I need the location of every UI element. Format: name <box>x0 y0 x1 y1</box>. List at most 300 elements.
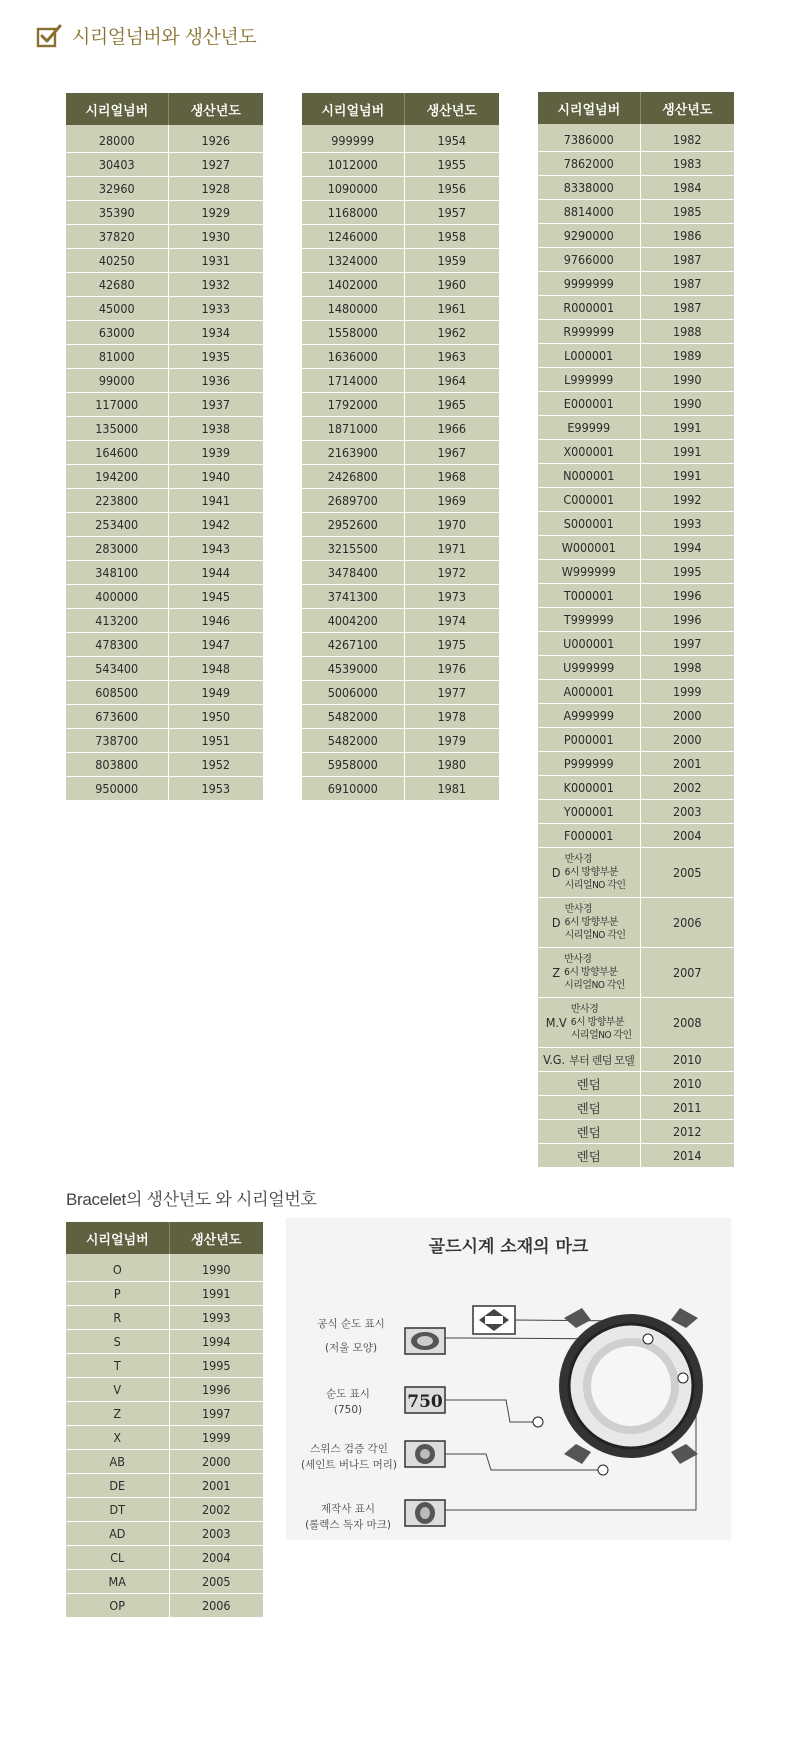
table-row <box>302 513 499 537</box>
serial-cell: P <box>66 1282 169 1306</box>
year-cell: 1970 <box>404 513 499 537</box>
serial-cell: V <box>66 1378 169 1402</box>
year-cell: 1997 <box>640 632 734 656</box>
serial-cell: L999999 <box>538 368 640 392</box>
year-cell: 1946 <box>168 609 263 633</box>
mark-label-swiss-hallmark: 스위스 검증 각인 (세인트 버나드 머리) <box>300 1443 397 1471</box>
table-row <box>66 729 263 753</box>
table-row <box>66 225 263 249</box>
serial-cell: R <box>66 1306 169 1330</box>
serial-cell <box>538 848 640 898</box>
table-row <box>302 201 499 225</box>
year-cell: 1966 <box>404 417 499 441</box>
year-cell: 1990 <box>169 1254 263 1282</box>
year-cell: 1976 <box>404 657 499 681</box>
year-cell: 1940 <box>168 465 263 489</box>
serial-cell: 5006000 <box>302 681 404 705</box>
year-cell: 1953 <box>168 777 263 801</box>
serial-cell: 543400 <box>66 657 168 681</box>
table-row <box>66 585 263 609</box>
table-row <box>538 998 734 1048</box>
serial-cell: 1558000 <box>302 321 404 345</box>
stamp-750-text: 750 <box>407 1392 443 1412</box>
table-row <box>302 345 499 369</box>
table-row <box>66 1282 263 1306</box>
serial-cell: MA <box>66 1570 169 1594</box>
serial-cell: 5482000 <box>302 705 404 729</box>
serial-cell: 950000 <box>66 777 168 801</box>
year-cell: 1996 <box>640 608 734 632</box>
year-cell: 2001 <box>640 752 734 776</box>
year-cell: 1954 <box>404 125 499 153</box>
table-row <box>66 1522 263 1546</box>
serial-cell: 28000 <box>66 125 168 153</box>
table-row <box>538 176 734 200</box>
year-cell: 2003 <box>640 800 734 824</box>
table-row <box>66 441 263 465</box>
serial-cell: AD <box>66 1522 169 1546</box>
table-row <box>66 561 263 585</box>
year-cell: 1941 <box>168 489 263 513</box>
year-cell: 1981 <box>404 777 499 801</box>
gold-marks-title: 골드시계 소재의 마크 <box>428 1237 589 1257</box>
serial-cell: 1636000 <box>302 345 404 369</box>
year-cell: 1973 <box>404 585 499 609</box>
watch-case-illustration <box>286 1218 731 1540</box>
serial-cell: Z <box>66 1402 169 1426</box>
table-row <box>538 464 734 488</box>
serial-note-line: 부터 렌덤 모델 <box>569 1053 635 1067</box>
table-row <box>302 705 499 729</box>
year-cell: 2006 <box>640 898 734 948</box>
table-row <box>538 124 734 152</box>
serial-prefix: V.G. <box>543 1052 566 1067</box>
year-cell: 2004 <box>169 1546 263 1570</box>
year-cell: 1962 <box>404 321 499 345</box>
year-cell: 1990 <box>640 368 734 392</box>
table-row <box>66 1378 263 1402</box>
year-cell: 1944 <box>168 561 263 585</box>
table-row <box>538 488 734 512</box>
serial-cell: R000001 <box>538 296 640 320</box>
serial-cell: DT <box>66 1498 169 1522</box>
serial-cell: P000001 <box>538 728 640 752</box>
year-cell: 1938 <box>168 417 263 441</box>
serial-cell: A999999 <box>538 704 640 728</box>
serial-cell <box>538 898 640 948</box>
purity-scale-stamp-icon <box>405 1328 445 1354</box>
table-row <box>538 680 734 704</box>
serial-cell: U000001 <box>538 632 640 656</box>
year-cell: 1928 <box>168 177 263 201</box>
serial-cell: S <box>66 1330 169 1354</box>
serial-cell: T <box>66 1354 169 1378</box>
table-row <box>538 512 734 536</box>
serial-cell: OP <box>66 1594 169 1618</box>
table-row <box>66 1570 263 1594</box>
serial-year-table-3 <box>538 92 734 1168</box>
year-cell: 1994 <box>169 1330 263 1354</box>
year-cell: 1975 <box>404 633 499 657</box>
serial-cell: W000001 <box>538 536 640 560</box>
table-row <box>66 1330 263 1354</box>
serial-cell: Y000001 <box>538 800 640 824</box>
table-row <box>538 416 734 440</box>
year-cell: 1969 <box>404 489 499 513</box>
year-cell: 1985 <box>640 200 734 224</box>
serial-cell: 9290000 <box>538 224 640 248</box>
st-bernard-head-stamp-icon <box>405 1441 445 1467</box>
table-row <box>538 200 734 224</box>
year-cell: 1999 <box>640 680 734 704</box>
page-title: 시리얼넘버와 생산년도 <box>72 26 257 48</box>
serial-cell: DE <box>66 1474 169 1498</box>
table-row <box>538 704 734 728</box>
table-row <box>538 560 734 584</box>
serial-cell <box>538 948 640 998</box>
serial-cell: 673600 <box>66 705 168 729</box>
table-row <box>538 800 734 824</box>
year-cell: 1991 <box>640 416 734 440</box>
table-row <box>302 537 499 561</box>
serial-cell: P999999 <box>538 752 640 776</box>
table-row <box>66 1498 263 1522</box>
table-row <box>66 273 263 297</box>
table-row <box>538 824 734 848</box>
serial-cell: 4004200 <box>302 609 404 633</box>
table-row <box>66 249 263 273</box>
serial-header: 시리얼넘버 <box>302 93 404 125</box>
serial-cell: 7386000 <box>538 124 640 152</box>
table-row <box>302 681 499 705</box>
year-cell: 1943 <box>168 537 263 561</box>
year-cell: 1961 <box>404 297 499 321</box>
serial-cell: 2952600 <box>302 513 404 537</box>
table-row <box>66 777 263 801</box>
scale-hallmark-icon <box>473 1306 515 1334</box>
table-row <box>66 1402 263 1426</box>
year-cell: 1997 <box>169 1402 263 1426</box>
table-row <box>66 1474 263 1498</box>
table-row <box>538 248 734 272</box>
table-row <box>66 177 263 201</box>
year-cell: 1977 <box>404 681 499 705</box>
table-row <box>66 609 263 633</box>
year-cell: 1935 <box>168 345 263 369</box>
table-row <box>66 1426 263 1450</box>
serial-note <box>565 903 626 942</box>
serial-note-line: 6시 방향부분 <box>564 967 618 978</box>
serial-cell: 1012000 <box>302 153 404 177</box>
year-cell: 2012 <box>640 1120 734 1144</box>
serial-note-line: 6시 방향부분 <box>570 1017 625 1028</box>
year-cell: 1965 <box>404 393 499 417</box>
serial-note-line: 반사경 <box>564 854 593 865</box>
serial-note-line: 6시 방향부분 <box>564 917 618 928</box>
serial-cell: U999999 <box>538 656 640 680</box>
serial-note <box>569 1052 634 1068</box>
serial-prefix: M.V <box>545 1015 567 1030</box>
table-row <box>66 753 263 777</box>
table-row <box>302 657 499 681</box>
year-header: 생산년도 <box>168 93 263 125</box>
table-row <box>66 1306 263 1330</box>
year-cell: 1942 <box>168 513 263 537</box>
table-row <box>538 296 734 320</box>
year-cell: 1987 <box>640 272 734 296</box>
year-cell: 2001 <box>169 1474 263 1498</box>
table-row <box>66 537 263 561</box>
year-cell: 1968 <box>404 465 499 489</box>
year-cell: 1991 <box>169 1282 263 1306</box>
year-cell: 1964 <box>404 369 499 393</box>
serial-cell: CL <box>66 1546 169 1570</box>
serial-cell: S000001 <box>538 512 640 536</box>
serial-cell: 40250 <box>66 249 168 273</box>
table-row <box>66 1354 263 1378</box>
serial-header: 시리얼넘버 <box>66 1222 169 1254</box>
year-cell: 1974 <box>404 609 499 633</box>
year-cell: 1984 <box>640 176 734 200</box>
table-row <box>302 441 499 465</box>
year-cell: 1999 <box>169 1426 263 1450</box>
serial-cell: 738700 <box>66 729 168 753</box>
table-row <box>66 513 263 537</box>
table-row <box>302 753 499 777</box>
table-row <box>66 393 263 417</box>
serial-cell: 7862000 <box>538 152 640 176</box>
serial-cell: 6910000 <box>302 777 404 801</box>
page-title-row <box>36 22 256 49</box>
year-cell: 1993 <box>169 1306 263 1330</box>
table-row <box>538 776 734 800</box>
year-cell: 1996 <box>169 1378 263 1402</box>
year-cell: 1932 <box>168 273 263 297</box>
table-row <box>66 153 263 177</box>
serial-cell: 99000 <box>66 369 168 393</box>
serial-cell: 223800 <box>66 489 168 513</box>
bracelet-serial-year-table <box>66 1222 263 1618</box>
year-cell: 1934 <box>168 321 263 345</box>
serial-prefix: D <box>551 915 561 930</box>
serial-cell: 81000 <box>66 345 168 369</box>
year-cell: 1963 <box>404 345 499 369</box>
serial-cell: 608500 <box>66 681 168 705</box>
table-row <box>66 705 263 729</box>
table-row <box>302 585 499 609</box>
year-cell: 2011 <box>640 1096 734 1120</box>
year-cell: 1991 <box>640 464 734 488</box>
table-row <box>66 125 263 153</box>
serial-cell: 400000 <box>66 585 168 609</box>
table-row <box>302 777 499 801</box>
year-cell: 2003 <box>169 1522 263 1546</box>
year-cell: 1926 <box>168 125 263 153</box>
table-row <box>66 297 263 321</box>
serial-cell: 413200 <box>66 609 168 633</box>
table-row <box>66 489 263 513</box>
table-row <box>66 321 263 345</box>
bracelet-heading: Bracelet의 생산년도 와 시리얼번호 <box>66 1190 317 1209</box>
serial-note <box>564 953 625 992</box>
table-row <box>538 1144 734 1168</box>
table-row <box>302 561 499 585</box>
serial-cell: A000001 <box>538 680 640 704</box>
table-row <box>66 369 263 393</box>
table-row <box>302 225 499 249</box>
table-row <box>538 608 734 632</box>
table-row <box>538 656 734 680</box>
serial-cell: 렌덤 <box>538 1144 640 1168</box>
serial-note-line: 반사경 <box>570 1004 599 1015</box>
serial-prefix: Z <box>552 965 561 980</box>
year-cell: 1949 <box>168 681 263 705</box>
year-cell: 1937 <box>168 393 263 417</box>
year-cell: 1995 <box>169 1354 263 1378</box>
table-row <box>302 297 499 321</box>
serial-cell: K000001 <box>538 776 640 800</box>
mark-label-maker: 제작사 표시 (롤렉스 독자 마크) <box>305 1503 391 1531</box>
serial-cell: 63000 <box>66 321 168 345</box>
table-row <box>538 392 734 416</box>
serial-cell: E000001 <box>538 392 640 416</box>
serial-cell: 3478400 <box>302 561 404 585</box>
serial-cell: W999999 <box>538 560 640 584</box>
table-row <box>302 273 499 297</box>
year-cell: 1967 <box>404 441 499 465</box>
maker-crown-stamp-icon <box>405 1500 445 1526</box>
serial-cell: 1090000 <box>302 177 404 201</box>
year-cell: 1939 <box>168 441 263 465</box>
serial-header: 시리얼넘버 <box>538 92 640 124</box>
table-row <box>66 681 263 705</box>
serial-cell: 1792000 <box>302 393 404 417</box>
table-row <box>66 417 263 441</box>
table-row <box>302 489 499 513</box>
serial-note-line: 시리얼NO 각인 <box>564 880 626 891</box>
table-row <box>302 393 499 417</box>
table-row <box>66 1546 263 1570</box>
serial-cell: 1871000 <box>302 417 404 441</box>
year-cell: 1987 <box>640 248 734 272</box>
year-cell: 2002 <box>640 776 734 800</box>
table-row <box>302 417 499 441</box>
year-cell: 1955 <box>404 153 499 177</box>
table-row <box>538 536 734 560</box>
year-cell: 1980 <box>404 753 499 777</box>
table-row <box>538 728 734 752</box>
serial-cell: 348100 <box>66 561 168 585</box>
serial-cell: E99999 <box>538 416 640 440</box>
year-cell: 1994 <box>640 536 734 560</box>
year-cell: 1988 <box>640 320 734 344</box>
serial-cell: 렌덤 <box>538 1096 640 1120</box>
table-row <box>302 465 499 489</box>
serial-cell: 1324000 <box>302 249 404 273</box>
serial-note-line: 반사경 <box>564 954 592 965</box>
year-cell: 2014 <box>640 1144 734 1168</box>
table-row <box>66 1254 263 1282</box>
year-cell: 1959 <box>404 249 499 273</box>
serial-cell: 135000 <box>66 417 168 441</box>
serial-cell: X <box>66 1426 169 1450</box>
serial-cell: N000001 <box>538 464 640 488</box>
serial-cell: 253400 <box>66 513 168 537</box>
serial-note-line: 시리얼NO 각인 <box>564 930 626 941</box>
table-row <box>538 752 734 776</box>
year-header: 생산년도 <box>404 93 499 125</box>
table-row <box>538 1096 734 1120</box>
serial-cell: 117000 <box>66 393 168 417</box>
table-row <box>538 272 734 296</box>
table-row <box>538 948 734 998</box>
year-cell: 1936 <box>168 369 263 393</box>
table-row <box>302 249 499 273</box>
serial-cell: 3215500 <box>302 537 404 561</box>
year-cell: 1952 <box>168 753 263 777</box>
table-row <box>302 125 499 153</box>
serial-cell: 1402000 <box>302 273 404 297</box>
table-row <box>538 898 734 948</box>
serial-cell: 렌덤 <box>538 1120 640 1144</box>
table-row <box>538 344 734 368</box>
serial-note-line: 6시 방향부분 <box>564 867 618 878</box>
table-row <box>538 632 734 656</box>
year-cell: 1930 <box>168 225 263 249</box>
table-row <box>302 729 499 753</box>
serial-cell: X000001 <box>538 440 640 464</box>
serial-cell: 2689700 <box>302 489 404 513</box>
serial-cell: F000001 <box>538 824 640 848</box>
serial-cell: C000001 <box>538 488 640 512</box>
serial-cell: 35390 <box>66 201 168 225</box>
serial-cell: 5958000 <box>302 753 404 777</box>
serial-cell: 4539000 <box>302 657 404 681</box>
year-cell: 1951 <box>168 729 263 753</box>
year-cell: 1931 <box>168 249 263 273</box>
serial-note-line: 시리얼NO 각인 <box>564 980 626 991</box>
serial-cell: 164600 <box>66 441 168 465</box>
year-cell: 1992 <box>640 488 734 512</box>
year-cell: 1983 <box>640 152 734 176</box>
table-row <box>302 177 499 201</box>
serial-cell: L000001 <box>538 344 640 368</box>
year-cell: 1933 <box>168 297 263 321</box>
year-cell: 1993 <box>640 512 734 536</box>
table-row <box>538 152 734 176</box>
mark-label-official-purity: 공식 순도 표시 (저울 모양) <box>317 1318 385 1354</box>
serial-cell: 9999999 <box>538 272 640 296</box>
year-cell: 1957 <box>404 201 499 225</box>
serial-cell: R999999 <box>538 320 640 344</box>
serial-cell: 478300 <box>66 633 168 657</box>
table-row <box>538 320 734 344</box>
serial-cell: 4267100 <box>302 633 404 657</box>
serial-cell: 999999 <box>302 125 404 153</box>
year-cell: 1995 <box>640 560 734 584</box>
year-cell: 1982 <box>640 124 734 152</box>
year-cell: 1990 <box>640 392 734 416</box>
table-row <box>66 657 263 681</box>
year-header: 생산년도 <box>640 92 734 124</box>
table-row <box>66 345 263 369</box>
year-cell: 2000 <box>169 1450 263 1474</box>
year-cell: 2006 <box>169 1594 263 1618</box>
year-cell: 1945 <box>168 585 263 609</box>
year-cell: 2007 <box>640 948 734 998</box>
table-row <box>302 609 499 633</box>
table-row <box>66 201 263 225</box>
